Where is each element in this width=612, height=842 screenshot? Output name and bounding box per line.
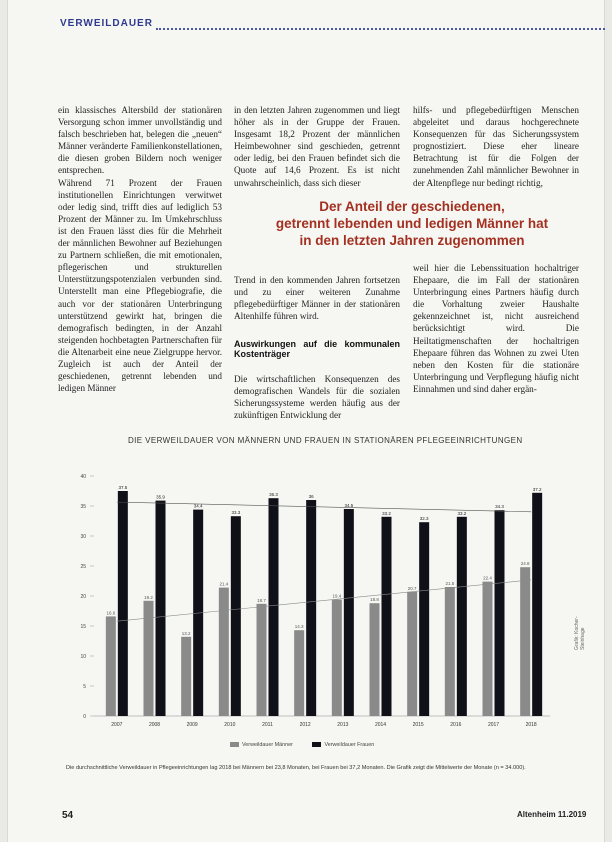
- bar-men: [106, 616, 116, 716]
- y-tick-label: 25: [80, 564, 86, 570]
- bar-label-women: 32.3: [419, 516, 429, 522]
- bar-women: [532, 493, 542, 716]
- figure-caption: Die durchschnittliche Verweildauer in Pflegeeinrichtungen lag 2018 bei Männern bei 23,8 Monaten, bei Frauen bei 37,2 Monaten. Die Grafik zeigt die Mittelwerte der Monate (n = 34.000).: [66, 765, 526, 771]
- bar-label-women: 33.3: [231, 510, 241, 516]
- y-tick-label: 20: [80, 594, 86, 600]
- bar-women: [269, 498, 279, 716]
- bar-label-men: 18.7: [257, 597, 266, 603]
- bar-label-women: 37.5: [118, 485, 128, 490]
- bar-men: [294, 630, 304, 716]
- y-tick-label: 0: [83, 714, 86, 720]
- section-title: VERWEILDAUER: [60, 18, 153, 29]
- bar-label-men: 20.7: [407, 585, 417, 591]
- article-column-3-top: hilfs- und pflegebedürftigen Menschen abgeleitet und daraus hochgerechnete Konsequenzen für das Sicherungssystem prognostiziert. Diese eher lineare Betrachtung ist für die Folgen der zunehmenden Zahl männlicher Bewohner in der Altenpflege nur bedingt richtig,: [413, 105, 579, 188]
- publication-issue: Altenheim 11.2019: [517, 810, 587, 819]
- x-tick-label: 2018: [525, 722, 537, 728]
- bar-label-men: 24.8: [520, 561, 530, 567]
- legend-item-men: [230, 742, 293, 748]
- x-tick-label: 2013: [337, 722, 349, 728]
- legend-label-women: Verweildauer Frauen: [324, 742, 375, 748]
- bar-men: [257, 604, 267, 716]
- bar-label-women: 34.4: [193, 503, 203, 509]
- article-column-2-top: in den letzten Jahren zugenommen und liegt höher als in der Gruppe der Frauen. Insgesamt 18,2 Prozent der männlichen Heimbewohner sind geschieden, getrennt oder ledig, bei den Frauen befindet sich die Quote auf 14,6 Prozent. Es ist nicht unwahrscheinlich, dass sich dieser: [234, 105, 400, 188]
- legend-item-women: [312, 742, 374, 748]
- chart-legend: [230, 742, 392, 748]
- y-tick-label: 15: [80, 624, 86, 630]
- bar-women: [382, 517, 392, 716]
- page-number: 54: [62, 810, 74, 821]
- chart-figure: [58, 436, 598, 756]
- bar-label-men: 19.2: [144, 594, 153, 600]
- bar-label-women: 35.9: [156, 494, 165, 500]
- x-tick-label: 2010: [224, 722, 236, 728]
- bar-men: [181, 637, 191, 716]
- bar-label-women: 33.2: [457, 510, 467, 516]
- x-tick-label: 2015: [412, 722, 424, 728]
- bar-women: [231, 516, 241, 716]
- y-tick-label: 5: [83, 684, 86, 690]
- pull-quote: Der Anteil der geschiedenen, getrennt lebenden und ledigen Männer hat in den letzten Jahren zugenommen: [275, 199, 549, 248]
- photo-credit: Grafik: Kocher-Steinhage: [574, 616, 586, 650]
- bar-label-women: 36: [308, 494, 314, 499]
- bar-label-men: 22.4: [483, 575, 492, 581]
- x-tick-label: 2016: [450, 722, 462, 728]
- legend-label-men: Verweildauer Männer: [242, 742, 293, 748]
- x-tick-label: 2012: [299, 722, 311, 728]
- section-header: [60, 18, 605, 36]
- bar-men: [483, 582, 493, 716]
- bar-label-women: 34.5: [344, 503, 354, 508]
- bar-label-men: 21.5: [445, 581, 455, 586]
- x-tick-label: 2011: [262, 722, 273, 728]
- y-tick-label: 35: [80, 504, 86, 510]
- bar-label-men: 16.6: [106, 610, 116, 616]
- bar-men: [445, 587, 455, 716]
- legend-swatch-women: [312, 742, 321, 747]
- header-dotted-rule: [156, 24, 605, 30]
- bar-women: [419, 522, 429, 716]
- column-2-middle-text: Trend in den kommenden Jahren fortsetzen und zu einer weiteren Zunahme pflegebedürftiger Männer in der stationären Altenhilfe führen wird.: [234, 275, 400, 322]
- y-tick-label: 30: [80, 534, 86, 540]
- trendline-women: [117, 502, 531, 512]
- subheading: Auswirkungen auf die kommunalen Kostenträger: [234, 338, 400, 359]
- bar-women: [457, 517, 467, 716]
- column-2-bottom-text: Die wirtschaftlichen Konsequenzen des demografischen Wandels für die sozialen Sicherungssysteme werden häufig aus der zukünftigen Entwicklung der: [234, 373, 400, 420]
- chart-title: DIE VERWEILDAUER VON MÄNNERN UND FRAUEN IN STATIONÄREN PFLEGEEINRICHTUNGEN: [128, 436, 523, 445]
- bar-women: [495, 510, 505, 716]
- x-tick-label: 2008: [148, 722, 161, 728]
- x-tick-label: 2017: [487, 722, 500, 728]
- bar-women: [344, 509, 354, 716]
- bar-label-men: 13.2: [181, 630, 191, 636]
- bar-label-men: 14.3: [294, 624, 304, 630]
- bar-women: [156, 501, 166, 716]
- bar-men: [520, 567, 530, 716]
- bar-men: [332, 600, 342, 716]
- article-column-1: ein klassisches Altersbild der stationären Versorgung schon immer unvollständig und falsch beschrieben hat, belegen die „neuen“ Männer veränderte Familienkonstellationen, die diesen groben Bildern noch weniger entsprechen. Während 71 Prozent der Frauen institutionellen Einrichtungen verwitwet oder ledig sind, trifft dies auf lediglich 53 Prozent der Männer zu. Im Umkehrschluss ist den Frauen lässt dies für die Mehrheit der männlichen Bewohner auf Beziehungen zu Partnern schließen, die mit emotionalen, pflegerischen und strukturellen Unterstützungspotenzialen verbunden sind. Unterstellt man eine Pflegebiografie, die auch vor der stationären Unterbringung unterstützend gewirkt hat, bringen die demografisch bedingten, in der Anzahl steigenden hochbetagten Partnerschaften für die Altenarbeit eine neue Zielgruppe hervor. Zugleich ist auch der Anteil der geschiedenen, getrennt lebenden und ledigen Männer: [58, 105, 222, 394]
- bar-men: [370, 603, 380, 716]
- bar-label-women: 33.2: [382, 510, 391, 516]
- article-column-3-bottom: weil hier die Lebenssituation hochaltriger Ehepaare, die im Fall der stationären Unterbringung eines Partners häufig durch die Vorhaltung zweier Haushalte gekennzeichnet ist, nicht ausreichend berücksichtigt wird. Die Heiltatigmenschaften der hochaltrigen Ehepaare führen das Wohnen zu zwei Uten neben den Kosten für die stationäre Unterbringung und Verpflegung häufig nicht Einnahmen und sind daher ergän-: [413, 263, 579, 394]
- x-tick-label: 2014: [374, 722, 387, 728]
- trendline-men: [117, 580, 531, 621]
- bar-label-men: 21.4: [219, 581, 229, 587]
- bar-label-men: 19.4: [332, 593, 342, 599]
- article-column-2-middle: [234, 262, 400, 433]
- bar-label-men: 18.8: [370, 597, 379, 603]
- y-tick-label: 10: [80, 654, 86, 660]
- bar-women: [306, 500, 316, 716]
- y-tick-label: 40: [80, 474, 86, 480]
- x-tick-label: 2007: [111, 722, 123, 728]
- bar-men: [407, 592, 417, 716]
- bar-label-women: 37.2: [532, 486, 542, 492]
- bar-men: [219, 588, 229, 716]
- legend-swatch-men: [230, 742, 239, 747]
- bar-chart: [58, 448, 558, 748]
- bar-women: [118, 491, 128, 716]
- bar-label-women: 34.3: [495, 504, 504, 510]
- bar-label-women: 36.3: [269, 492, 278, 498]
- x-tick-label: 2009: [186, 722, 198, 728]
